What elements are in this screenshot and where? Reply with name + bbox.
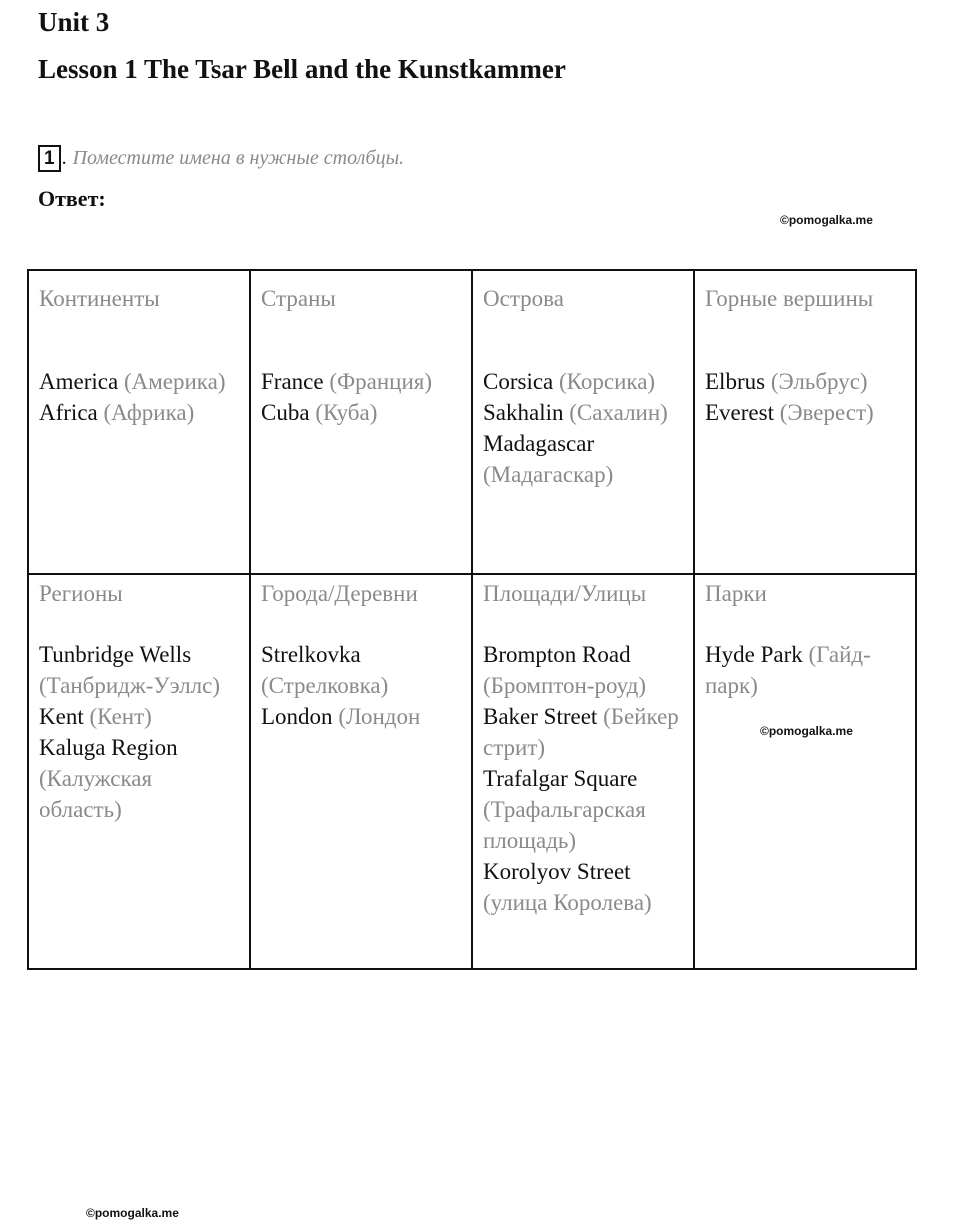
item-en: Kaluga Region <box>39 735 178 760</box>
table-cell-mountain-peaks <box>694 270 916 574</box>
item-ru: (Бейкер стрит) <box>483 704 679 760</box>
column-header: Регионы <box>39 581 123 606</box>
item-en: Kent <box>39 704 84 729</box>
item-en: Africa <box>39 400 98 425</box>
item-ru: (Танбридж-Уэллс) <box>39 673 220 698</box>
item-ru: (Гайд-парк) <box>705 642 871 698</box>
item-en: Madagascar <box>483 431 595 456</box>
answer-label: Ответ: <box>38 186 106 211</box>
table-cell-islands <box>472 270 694 574</box>
exercise-number: 1 <box>38 145 61 172</box>
lesson-title: Lesson 1 The Tsar Bell and the Kunstkammer <box>38 54 566 84</box>
answer-table <box>27 269 917 1220</box>
item-en: Hyde Park <box>705 642 803 667</box>
item-ru: (Корсика) <box>559 369 656 394</box>
item-ru: (Сахалин) <box>569 400 668 425</box>
column-header: Горные вершины <box>705 286 874 311</box>
item-ru: (Калужская область) <box>39 766 153 822</box>
item-ru: (Франция) <box>329 369 433 394</box>
column-header: Города/Деревни <box>261 581 418 606</box>
item-ru: (Кент) <box>89 704 152 729</box>
column-header: Парки <box>705 581 767 606</box>
item-ru: (Африка) <box>103 400 195 425</box>
table-row <box>28 270 916 574</box>
item-en: Tunbridge Wells <box>39 642 192 667</box>
item-en: Sakhalin <box>483 400 564 425</box>
item-en: Trafalgar Square <box>483 766 638 791</box>
column-header: Острова <box>483 286 564 311</box>
table-cell-squares-streets <box>472 574 694 969</box>
exercise-instruction: Поместите имена в нужные столбцы. <box>72 147 405 169</box>
watermark: ©pomogalka.me <box>780 213 873 227</box>
cell-list <box>39 366 239 428</box>
column-header: Континенты <box>39 286 160 311</box>
item-ru: (улица Королева) <box>483 890 652 915</box>
item-en: London <box>261 704 333 729</box>
exercise-header <box>38 145 404 172</box>
item-ru: (Стрелковка) <box>261 673 389 698</box>
cell-list <box>483 366 683 490</box>
table-cell-continents <box>28 270 250 574</box>
exercise-number-dot: . <box>61 147 67 169</box>
watermark: ©pomogalka.me <box>760 724 853 738</box>
table-cell-countries <box>250 270 472 574</box>
item-ru: (Трафальгарская площадь) <box>483 797 646 853</box>
item-ru: (Эльбрус) <box>770 369 868 394</box>
item-en: Cuba <box>261 400 310 425</box>
cell-list <box>705 639 905 701</box>
item-en: Elbrus <box>705 369 766 394</box>
item-en: Strelkovka <box>261 642 361 667</box>
column-header: Площади/Улицы <box>483 581 647 606</box>
table-cell-parks <box>694 574 916 969</box>
table-cell-regions: Регионы Tunbridge Wells (Танбридж-Уэллс) Kent (Кент) Kaluga Region (Калужская область) ©pomogalka.me <box>28 574 250 969</box>
item-ru: (Куба) <box>315 400 378 425</box>
table-row <box>28 574 916 969</box>
item-ru: (Мадагаскар) <box>483 462 614 487</box>
cell-list <box>261 366 461 428</box>
item-en: Korolyov Street <box>483 859 631 884</box>
item-en: France <box>261 369 324 394</box>
item-ru: (Лондон <box>338 704 421 729</box>
cell-list <box>39 639 239 825</box>
item-ru: (Америка) <box>123 369 226 394</box>
table-cell-cities-villages <box>250 574 472 969</box>
cell-list <box>705 366 905 428</box>
cell-list <box>483 639 683 918</box>
column-header: Страны <box>261 286 336 311</box>
item-en: Corsica <box>483 369 554 394</box>
item-en: Brompton Road <box>483 642 631 667</box>
item-en: America <box>39 369 119 394</box>
cell-list <box>261 639 461 732</box>
item-en: Baker Street <box>483 704 598 729</box>
unit-title: Unit 3 <box>38 7 110 37</box>
item-ru: (Эверест) <box>779 400 874 425</box>
item-ru: (Бромптон-роуд) <box>483 673 647 698</box>
item-en: Everest <box>705 400 774 425</box>
